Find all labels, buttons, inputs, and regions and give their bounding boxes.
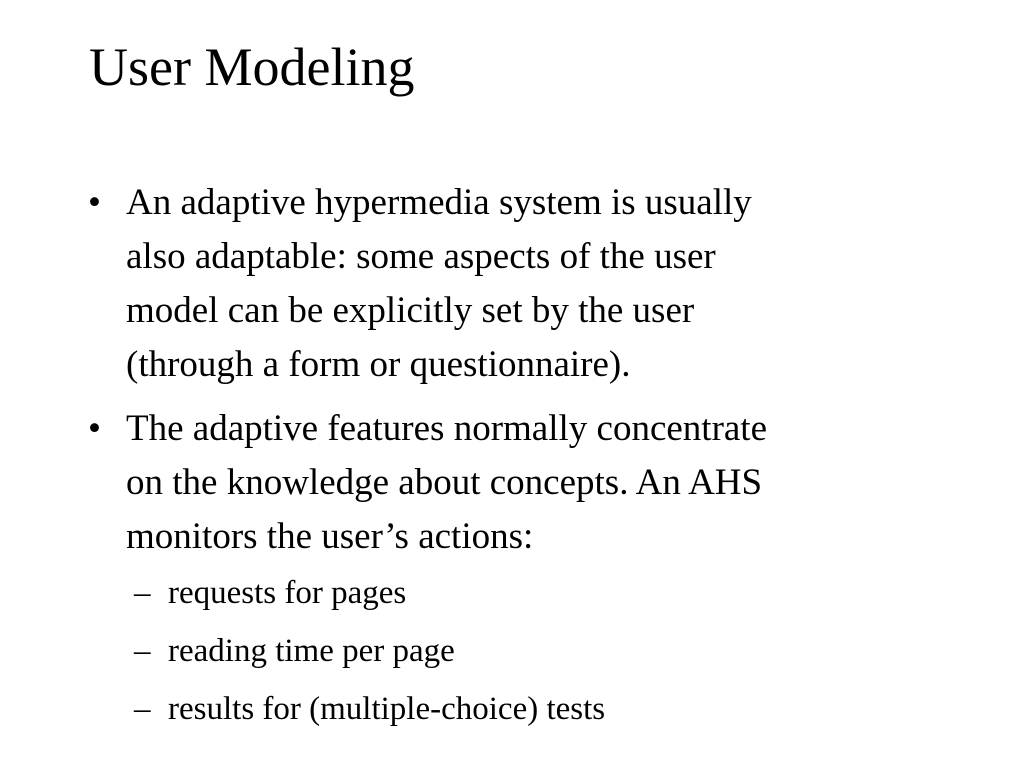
bullet-text <box>126 176 948 392</box>
bullet-text <box>126 402 948 564</box>
sub-item-text: results for (multiple-choice) tests <box>168 691 606 727</box>
bullet-line: monitors the user’s actions: <box>126 516 534 557</box>
bullet-line: The adaptive features normally concentrate <box>126 408 768 449</box>
bullet-line: (through a form or questionnaire). <box>126 344 631 385</box>
sub-item-text: requests for pages <box>168 575 407 611</box>
bullet-line: on the knowledge about concepts. An AHS <box>126 462 763 503</box>
bullet-line: also adaptable: some aspects of the user <box>126 236 716 277</box>
bullet-list <box>88 176 948 744</box>
bullet-marker: • <box>88 182 101 223</box>
sub-bullet-marker: – <box>134 691 151 727</box>
bullet-item-adaptive-features <box>88 402 948 732</box>
sub-bullet-marker: – <box>134 633 151 669</box>
sub-bullet-marker: – <box>134 575 151 611</box>
sub-item-reading-time <box>134 628 948 674</box>
bullet-marker: • <box>88 408 101 449</box>
bullet-line: model can be explicitly set by the user <box>126 290 695 331</box>
sub-item-requests <box>134 570 948 616</box>
sub-bullet-list <box>126 570 948 732</box>
sub-item-text: reading time per page <box>168 633 455 669</box>
bullet-item-adaptable <box>88 176 948 392</box>
slide-title: User Modeling <box>89 37 415 97</box>
sub-item-test-results <box>134 686 948 732</box>
bullet-line: An adaptive hypermedia system is usually <box>126 182 752 223</box>
